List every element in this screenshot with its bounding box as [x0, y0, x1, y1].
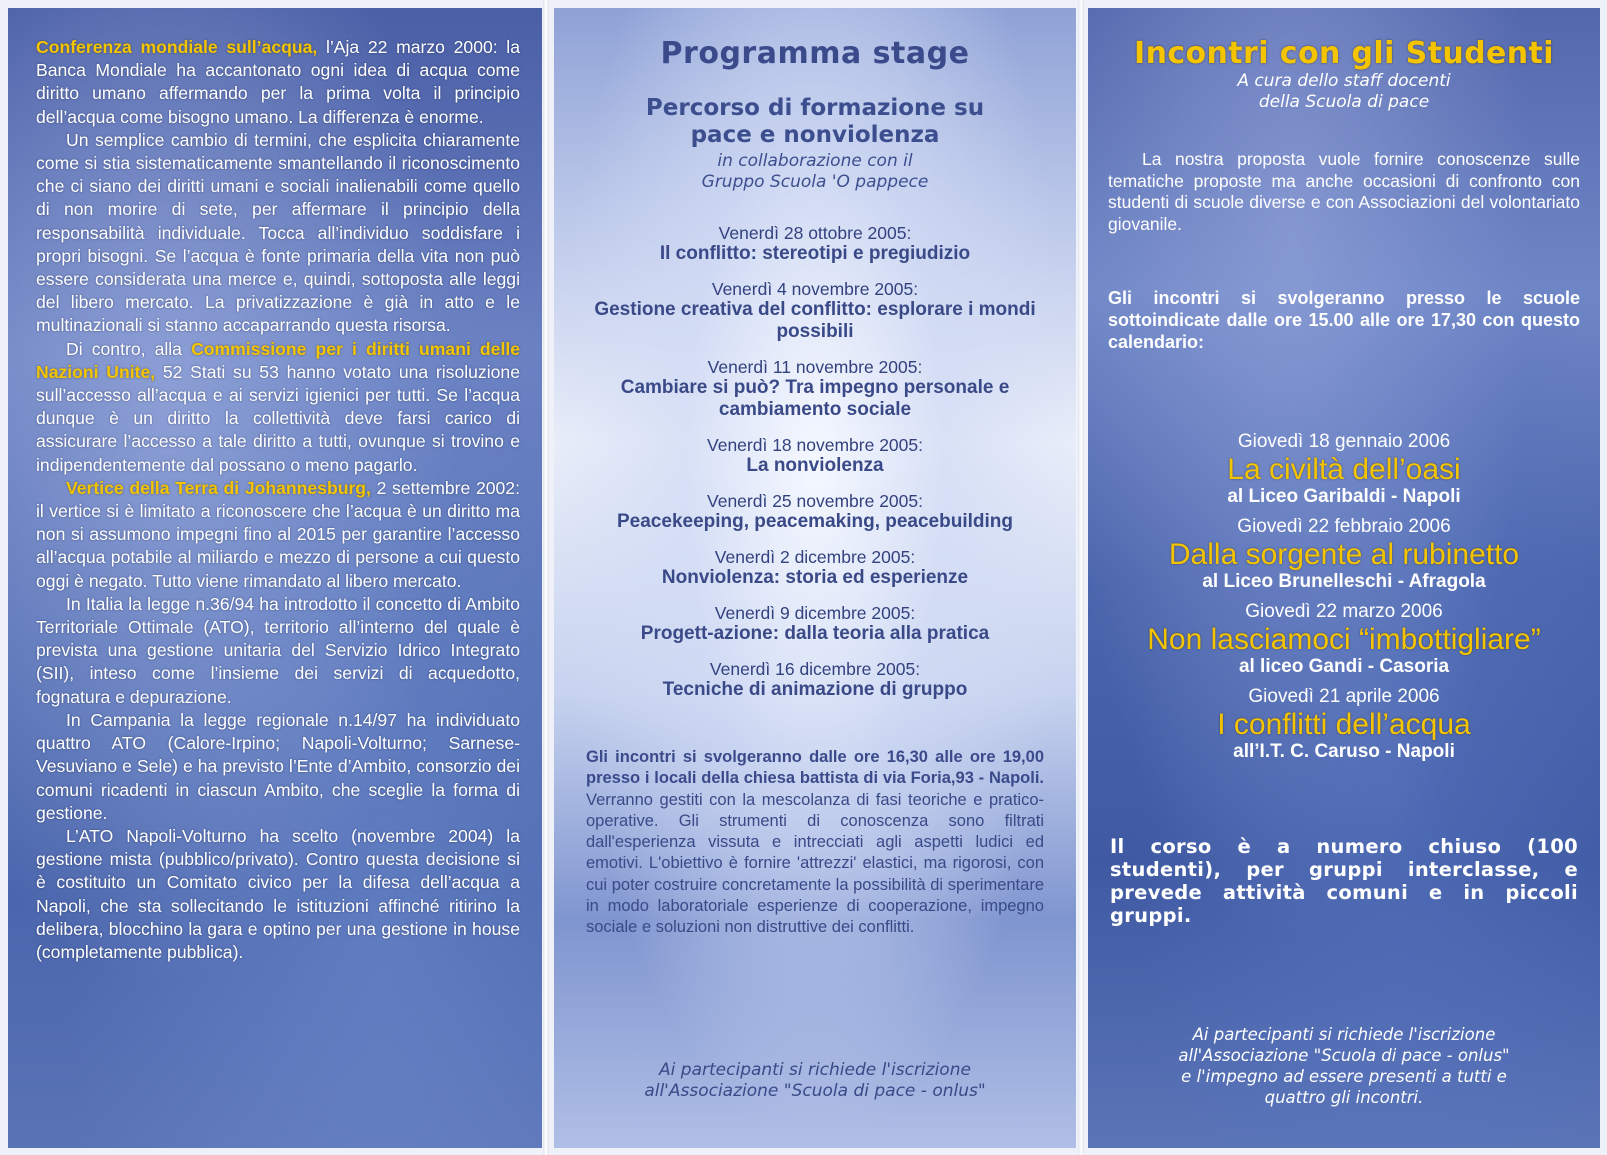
schedule-topic: Gestione creativa del conflitto: esplorare i mondi possibili: [594, 299, 1036, 342]
students-footer-line-3: e l'impegno ad essere presenti a tutti e: [1181, 1067, 1507, 1086]
schedule-item: [572, 357, 1058, 421]
schedule-topic: Nonviolenza: storia ed esperienze: [661, 567, 969, 588]
students-footer-line-1: Ai partecipanti si richiede l'iscrizione: [1192, 1025, 1496, 1044]
schedule-date: Venerdì 2 dicembre 2005:: [714, 547, 916, 567]
schedule-item: [572, 223, 1058, 265]
schedule-date: Venerdì 25 novembre 2005:: [707, 491, 923, 511]
schedule-date: Venerdì 11 novembre 2005:: [707, 357, 923, 377]
fold-line-right: [1078, 0, 1084, 1155]
meeting-date: Giovedì 22 febbraio 2006: [1237, 516, 1451, 538]
paragraph-johannesburg: [36, 477, 520, 593]
meeting-title: La civiltà dell’oasi: [1227, 453, 1461, 487]
meeting-date: Giovedì 18 gennaio 2006: [1237, 431, 1451, 453]
text-un-commission-pre: Di contro, alla: [66, 338, 192, 359]
schedule-item: [572, 491, 1058, 533]
meeting-item: [1108, 431, 1580, 508]
paragraph-campania-law: [36, 709, 520, 825]
schedule-topic: Progett-azione: dalla teoria alla pratica: [640, 623, 990, 644]
paragraph-terms-change: [36, 129, 520, 338]
students-intro: [1108, 149, 1580, 235]
schedule-date: Venerdì 16 dicembre 2005:: [709, 659, 921, 679]
meeting-title: I conflitti dell’acqua: [1217, 708, 1471, 742]
fold-line-left: [543, 0, 549, 1155]
meetings-list: [1108, 431, 1580, 763]
panel-left: [8, 8, 542, 1148]
program-subtitle-line-2: pace e nonviolenza: [690, 122, 940, 148]
collaboration-line-2: Gruppo Scuola 'O pappece: [701, 172, 929, 192]
program-footer-line-2: all'Associazione "Scuola di pace - onlus": [644, 1081, 986, 1101]
schedule-item: [572, 659, 1058, 701]
program-subtitle-line-1: Percorso di formazione su: [645, 95, 985, 121]
text-terms-change: Un semplice cambio di termini, che esplicita chiaramente come si stia sistematicamente smantellando il riconoscimento che ci siano dei diritti umani e sociali inalienabili come quello di non morire di sete, per affermare il principio della responsabilità individuale. Tocca all’individuo soddisfare i propri bisogni. Se l’acqua è fonte primaria della vita non può essere considerata una merce e, quindi, sottoposta alle leggi del libero mercato. La privatizzazione è già in atto e le multinazionali si stanno accaparrando questa risorsa.: [36, 129, 520, 336]
schedule-item: [572, 435, 1058, 477]
paragraph-ato-napoli: [36, 825, 520, 964]
highlight-johannesburg: Vertice della Terra di Johannesburg,: [66, 477, 371, 498]
schedule-date: Venerdì 18 novembre 2005:: [707, 435, 923, 455]
collaboration-line-1: in collaborazione con il: [717, 151, 913, 171]
highlight-water-conference: Conferenza mondiale sull’acqua,: [36, 37, 318, 57]
meeting-item: [1108, 601, 1580, 678]
students-footer: [1108, 1024, 1580, 1108]
schedule-item: [572, 547, 1058, 589]
panel-middle: [554, 8, 1076, 1148]
meeting-title: Dalla sorgente al rubinetto: [1168, 538, 1520, 572]
schedule-date: Venerdì 4 novembre 2005:: [711, 279, 919, 299]
text-johannesburg: 2 settembre 2002: il vertice si è limitato a riconoscere che l’acqua è un diritto ma non si assumono impegni fino al 2015 per garantire l’accesso all’acqua potabile al miliardo e mezzo di persone a cui questo oggi è negato. Tutto viene rimandato al libero mercato.: [36, 477, 520, 591]
program-title: Programma stage: [660, 36, 970, 71]
students-intro-text: La nostra proposta vuole fornire conoscenze sulle tematiche proposte ma anche occasioni di confronto con studenti di scuole diverse e con Associazioni del volontariato giovanile.: [1108, 149, 1580, 234]
students-subtitle-line-2: della Scuola di pace: [1258, 92, 1430, 112]
schedule-topic: Tecniche di animazione di gruppo: [662, 679, 968, 700]
program-footer: [554, 1060, 1076, 1102]
schedule-date: Venerdì 28 ottobre 2005:: [718, 223, 912, 243]
students-footer-line-2: all'Associazione "Scuola di pace - onlus": [1178, 1046, 1510, 1065]
meeting-date: Giovedì 21 aprile 2006: [1248, 686, 1440, 708]
schedule-item: [572, 279, 1058, 343]
schedule-topic: Peacekeeping, peacemaking, peacebuilding: [617, 511, 1013, 532]
paragraph-italy-law: [36, 593, 520, 709]
meeting-place: al Liceo Brunelleschi - Afragola: [1202, 571, 1486, 593]
meeting-item: [1108, 516, 1580, 593]
paragraph-water-conference: [36, 36, 520, 129]
schedule-item: [572, 603, 1058, 645]
meeting-title: Non lasciamoci “imbottigliare”: [1147, 623, 1541, 657]
calendar-note: Gli incontri si svolgeranno presso le scuole sottoindicate dalle ore 15.00 alle ore 17,30 con questo calendario:: [1108, 288, 1580, 353]
text-campania-law: In Campania la legge regionale n.14/97 ha individuato quattro ATO (Calore-Irpino; Napoli-Volturno; Sarnese-Vesuviano e Sele) e ha previsto l’Ente d’Ambito, consorzio dei comuni ricadenti in ciascun Ambito, che sceglie la forma di gestione.: [36, 709, 520, 823]
meeting-place: all’I.T. C. Caruso - Napoli: [1233, 741, 1455, 763]
schedule-topic: Il conflitto: stereotipi e pregiudizio: [659, 243, 971, 264]
meeting-date: Giovedì 22 marzo 2006: [1245, 601, 1443, 623]
highlight-un-commission: Commissione per i diritti umani delle Nazioni Unite,: [36, 338, 521, 382]
schedule-topic: Cambiare si può? Tra impegno personale e cambiamento sociale: [620, 377, 1010, 420]
text-ato-napoli: L’ATO Napoli-Volturno ha scelto (novembre 2004) la gestione mista (pubblico/privato). Contro questa decisione si è costituito un Comitato civico per la difesa dell’acqua a Napoli, che sta sollecitando le istituzioni affinché ritirino la delibera, blocchino la gara e optino per una gestione in house (completamente pubblica).: [36, 825, 520, 962]
program-note: [572, 747, 1058, 939]
panel-right: [1088, 8, 1600, 1148]
meeting-place: al liceo Gandi - Casoria: [1238, 656, 1450, 678]
students-subtitle-line-1: A cura dello staff docenti: [1237, 71, 1451, 91]
text-water-conference: l’Aja 22 marzo 2000: la Banca Mondiale ha accantonato ogni idea di acqua come diritto umano affermando per la prima volta il principio dell’acqua come bisogno umano. La differenza è enorme.: [36, 37, 521, 127]
schedule-list: [572, 223, 1058, 701]
paragraph-un-commission: [36, 338, 520, 477]
program-footer-line-1: Ai partecipanti si richiede l'iscrizione: [659, 1060, 971, 1080]
text-italy-law: In Italia la legge n.36/94 ha introdotto il concetto di Ambito Territoriale Ottimale (ATO), territorio all’interno del quale è prevista una gestione unitaria del Servizio Idrico Integrato (SII), inteso come l’insieme dei servizi di acquedotto, fognatura e depurazione.: [36, 593, 520, 707]
students-footer-line-4: quattro gli incontri.: [1264, 1088, 1424, 1107]
program-note-text: Verranno gestiti con la mescolanza di fasi teoriche e pratico-operative. Gli strumenti di conoscenza sono filtrati dall'esperienza vissuta e intrecciati agli aspetti ludici ed emotivi. L'obiettivo è fornire 'attrezzi' elastici, ma rigorosi, con cui poter costruire concretamente la possibilità di sperimentare in modo laboratoriale esperienze di cooperazione, impegno sociale e soluzioni non distruttive dei conflitti.: [586, 790, 1044, 937]
schedule-date: Venerdì 9 dicembre 2005:: [714, 603, 916, 623]
text-un-commission: 52 Stati su 53 hanno votato una risoluzione sull’accesso all’acqua e ai servizi igienici per tutti. Se l’acqua dunque è un diritto la collettività deve farsi carico di assicurare l’accesso a tale diritto a tutti, ovunque si trovino e indipendentemente dal possano o meno pagarlo.: [36, 361, 520, 475]
meeting-place: al Liceo Garibaldi - Napoli: [1227, 486, 1461, 508]
schedule-topic: La nonviolenza: [746, 455, 884, 476]
meeting-item: [1108, 686, 1580, 763]
program-note-bold: Gli incontri si svolgeranno dalle ore 16,30 alle ore 19,00 presso i locali della chiesa battista di via Foria,93 - Napoli.: [586, 748, 1044, 788]
students-title: Incontri con gli Studenti: [1134, 36, 1554, 71]
course-note: Il corso è a numero chiuso (100 studenti), per gruppi interclasse, e prevede attività comuni e in piccoli gruppi.: [1110, 835, 1578, 928]
